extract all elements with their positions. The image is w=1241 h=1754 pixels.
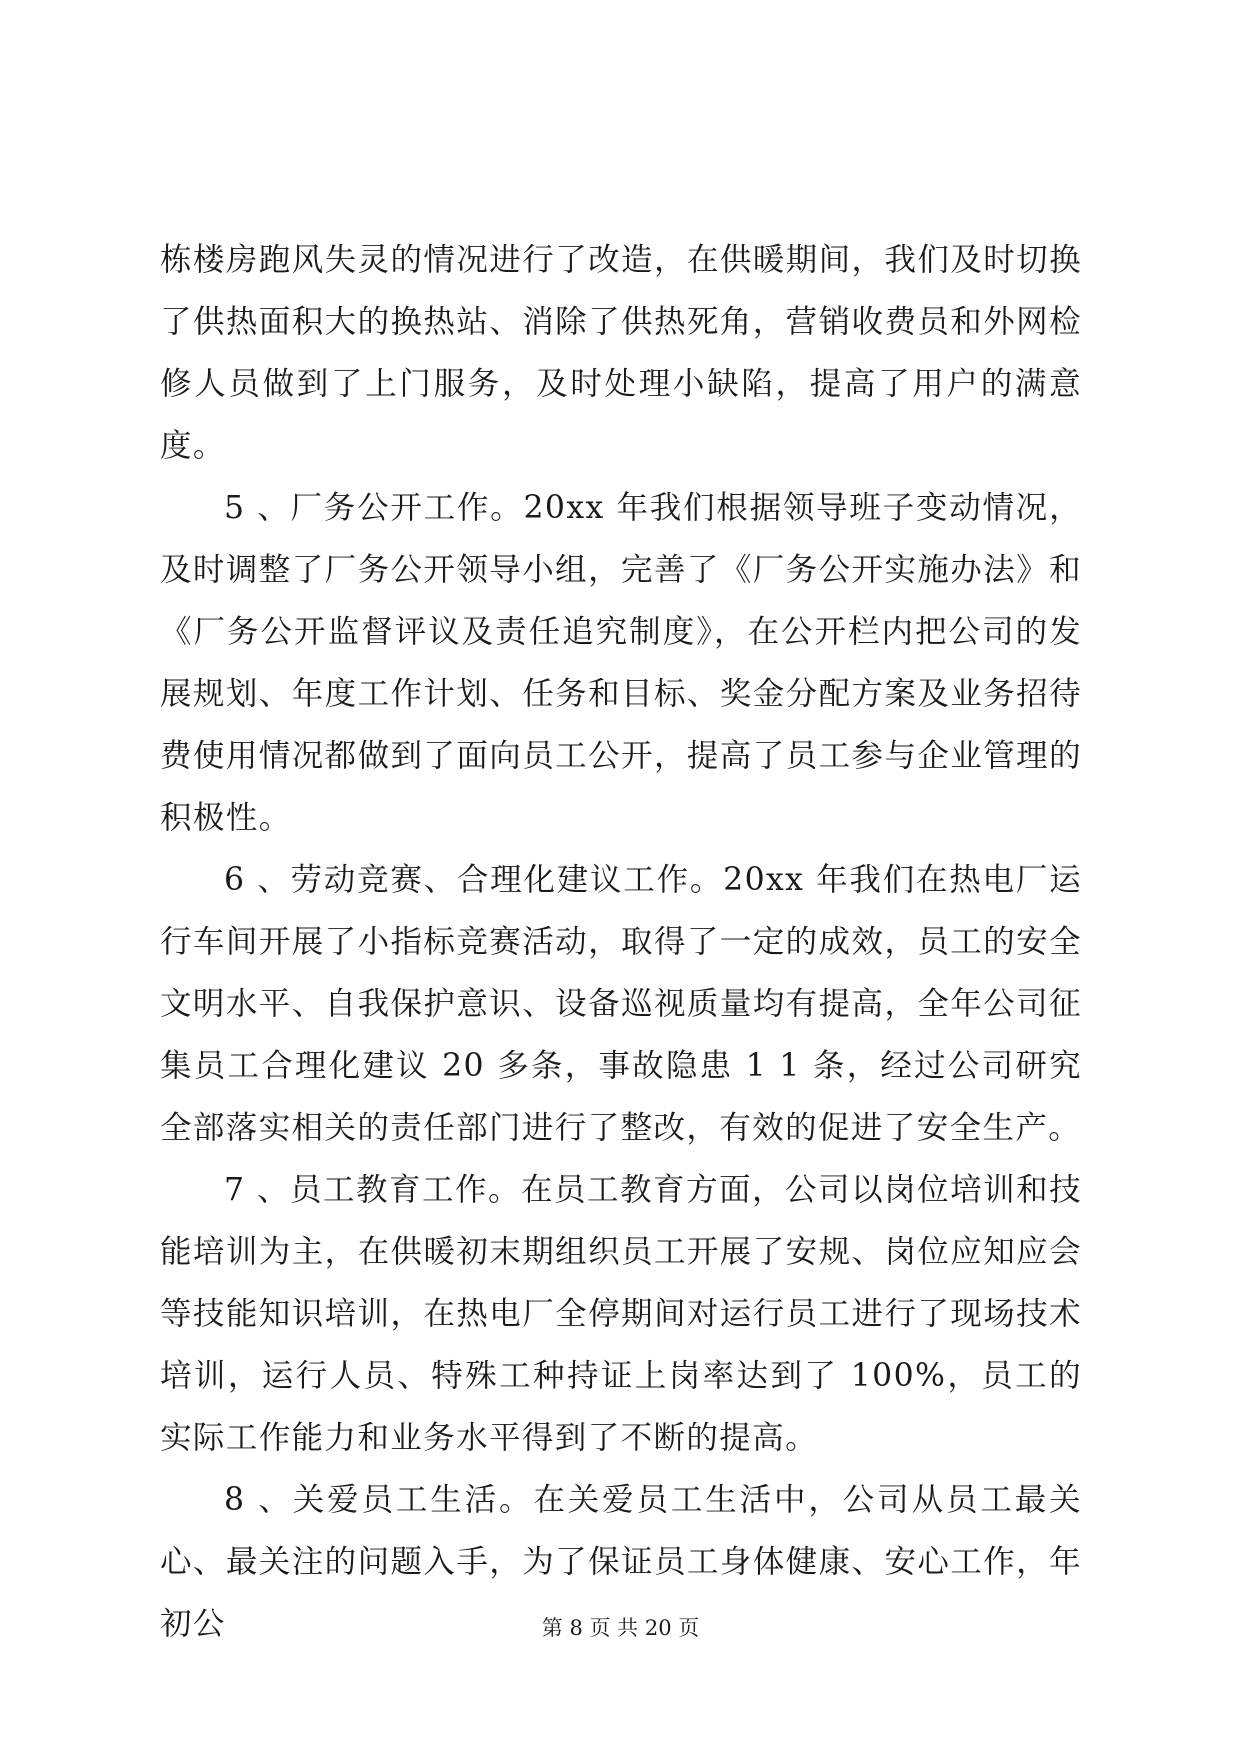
paragraph-item-5: 5 、厂务公开工作。20xx 年我们根据领导班子变动情况，及时调整了厂务公开领导小组，完善了《厂务公开实施办法》和《厂务公开监督评议及责任追究制度》，在公开栏内把公司的发展规划、年度工作计划、任务和目标、奖金分配方案及业务招待费使用情况都做到了面向员工公开，提高了员工参与企业管理的积极性。 — [160, 490, 1082, 836]
page-number-footer: 第 8 页 共 20 页 — [541, 1616, 700, 1640]
document-body — [160, 229, 1082, 1655]
paragraph-continuation: 栋楼房跑风失灵的情况进行了改造，在供暖期间，我们及时切换了供热面积大的换热站、消除了供热死角，营销收费员和外网检修人员做到了上门服务，及时处理小缺陷，提高了用户的满意度。 — [160, 242, 1082, 464]
paragraph-item-8: 8 、关爱员工生活。在关爱员工生活中，公司从员工最关心、最关注的问题入手，为了保证员工身体健康、安心工作，年初公 — [160, 1482, 1082, 1642]
paragraph-item-6: 6 、劳动竞赛、合理化建议工作。20xx 年我们在热电厂运行车间开展了小指标竞赛活动，取得了一定的成效，员工的安全文明水平、自我保护意识、设备巡视质量均有提高，全年公司征集员工合理化建议 20 多条，事故隐患 1 1 条，经过公司研究全部落实相关的责任部门进行了整改，有效的促进了安全生产。 — [160, 862, 1082, 1146]
paragraph-item-7: 7 、员工教育工作。在员工教育方面，公司以岗位培训和技能培训为主，在供暖初末期组织员工开展了安规、岗位应知应会等技能知识培训，在热电厂全停期间对运行员工进行了现场技术培训，运行人员、特殊工种持证上岗率达到了 100%，员工的实际工作能力和业务水平得到了不断的提高。 — [160, 1172, 1082, 1456]
